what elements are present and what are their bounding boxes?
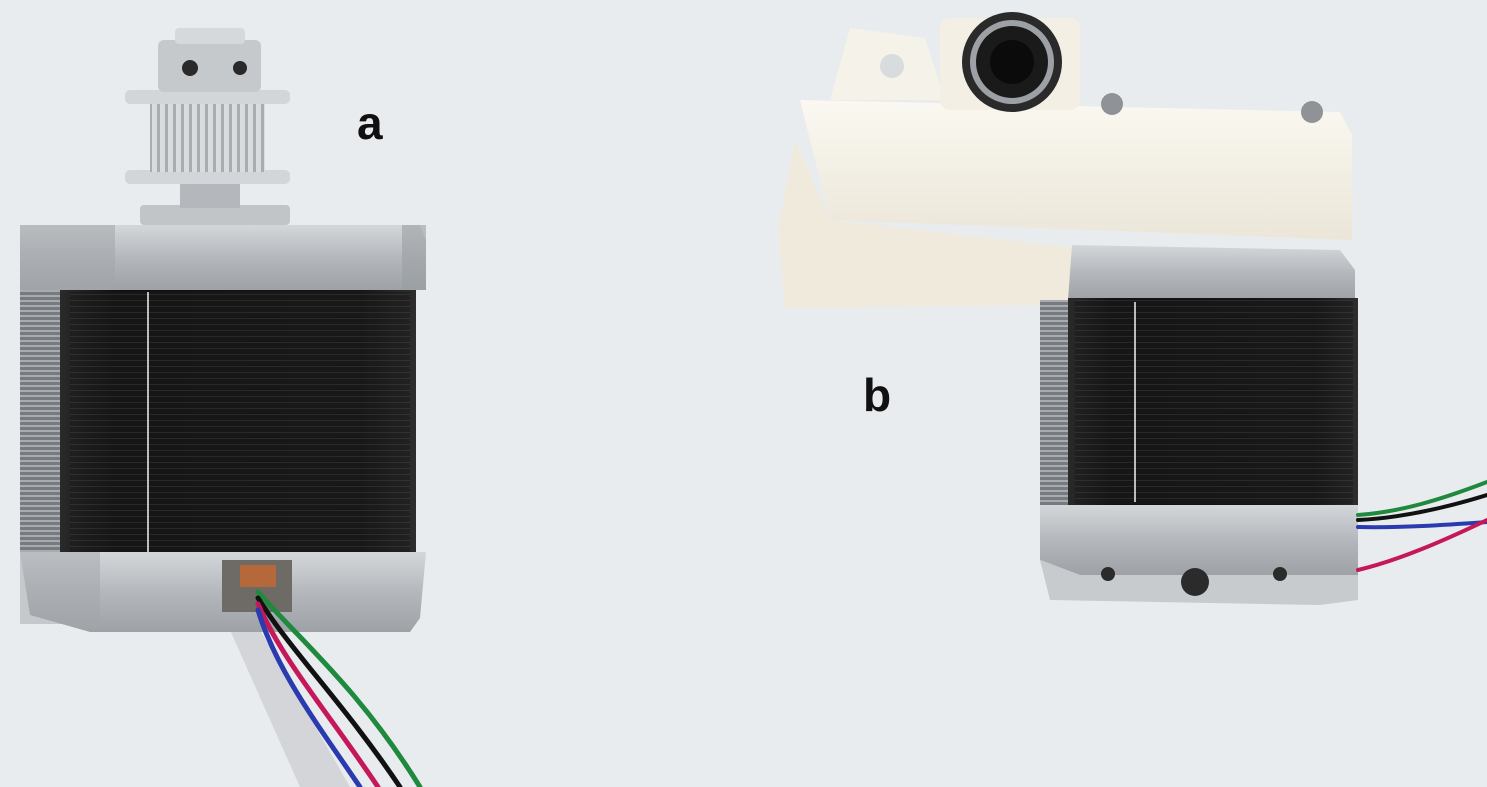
motor-b-wires (1358, 482, 1487, 570)
motor-a-shadow (230, 630, 350, 787)
pulley-set-screw-1 (182, 60, 198, 76)
panel-label-a: a (357, 97, 383, 149)
motor-a-top-cap-corner-left (20, 225, 115, 290)
motor-a-top-cap-corner-right (402, 225, 426, 290)
motor-a-bottom-cap-corner (20, 552, 100, 624)
motor-b-mount-hole-2 (1181, 568, 1209, 596)
printed-bracket-top (800, 100, 1352, 240)
motor-a-shaft-collar (180, 182, 240, 208)
bracket-bolt-1 (1101, 93, 1123, 115)
pulley-upper-flange (125, 90, 290, 104)
motor-b-top-cap (1068, 245, 1355, 300)
motor-bracket-assembly-b (778, 12, 1487, 605)
bearing-bore (990, 40, 1034, 84)
bracket-bolt-2 (1301, 101, 1323, 123)
wire-black-b (1358, 495, 1487, 520)
motor-b-bottom-cap (1040, 505, 1358, 575)
motor-a-body-lines (70, 292, 410, 552)
pulley-lower-flange (125, 170, 290, 184)
pulley-set-screw-2 (233, 61, 247, 75)
wire-blue-b (1358, 522, 1487, 527)
panel-label-b: b (863, 369, 892, 421)
motor-b-body-lines (1075, 300, 1353, 504)
motor-b-mount-hole-3 (1273, 567, 1287, 581)
pulley-hub-top (175, 28, 245, 44)
motor-b-side-fins (1040, 300, 1072, 510)
motor-b-mount-hole-1 (1101, 567, 1115, 581)
pulley-teeth (150, 100, 265, 172)
bracket-hole (880, 54, 904, 78)
motor-a-connector-copper (240, 565, 276, 587)
